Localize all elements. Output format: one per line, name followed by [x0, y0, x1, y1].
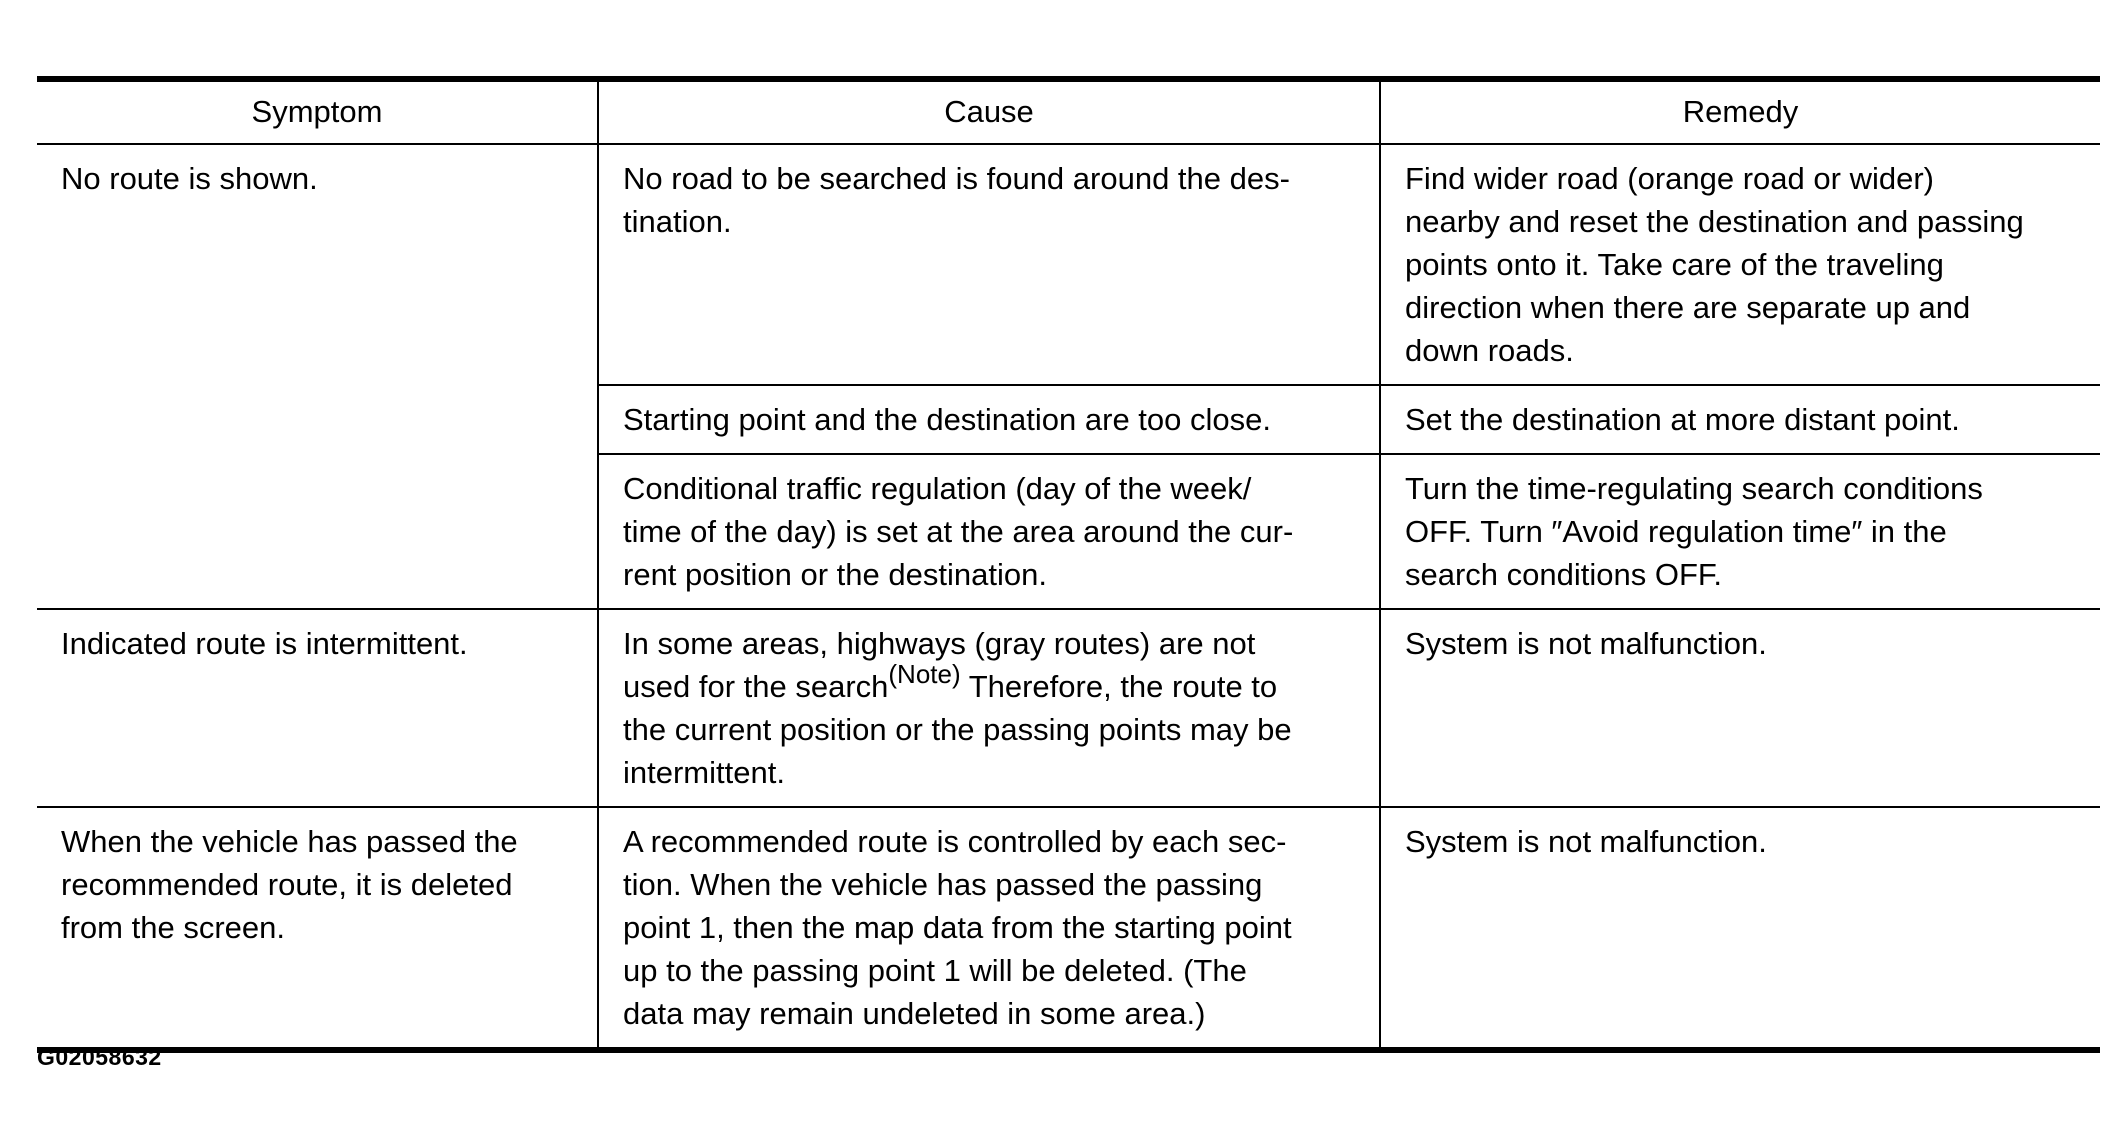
figure-id: G02058632	[37, 1044, 162, 1070]
remedy-cell	[1380, 385, 2100, 454]
cause-text: time of the day) is set at the area around the cur-	[623, 514, 1294, 549]
cause-text: No road to be searched is found around the des-	[623, 161, 1290, 196]
symptom-text: recommended route, it is deleted	[61, 867, 513, 902]
remedy-text: direction when there are separate up and	[1405, 290, 1971, 325]
symptom-text: Indicated route is intermittent.	[61, 626, 468, 661]
cause-cell	[598, 454, 1380, 609]
cause-text: A recommended route is controlled by each sec-	[623, 824, 1287, 859]
cause-text: the current position or the passing points may be	[623, 712, 1292, 747]
table-row	[37, 144, 2100, 385]
cause-cell	[598, 385, 1380, 454]
cause-text: In some areas, highways (gray routes) are not	[623, 626, 1256, 661]
symptom-cell	[37, 144, 598, 609]
symptom-cell	[37, 609, 598, 807]
remedy-text: down roads.	[1405, 333, 1574, 368]
cause-cell	[598, 807, 1380, 1050]
remedy-cell	[1380, 807, 2100, 1050]
header-cause: Cause	[598, 79, 1380, 144]
cause-text: up to the passing point 1 will be deleted. (The	[623, 953, 1247, 988]
table-row	[37, 609, 2100, 807]
remedy-text: OFF. Turn ″Avoid regulation time″ in the	[1405, 514, 1947, 549]
cause-text: tion. When the vehicle has passed the passing	[623, 867, 1263, 902]
remedy-cell	[1380, 454, 2100, 609]
remedy-text: System is not malfunction.	[1405, 626, 1767, 661]
cause-text: Conditional traffic regulation (day of the week/	[623, 471, 1252, 506]
symptom-text: No route is shown.	[61, 161, 318, 196]
remedy-text: System is not malfunction.	[1405, 824, 1767, 859]
cause-text: tination.	[623, 204, 732, 239]
cause-text: used for the search	[623, 669, 889, 704]
remedy-text: Find wider road (orange road or wider)	[1405, 161, 1934, 196]
remedy-text: points onto it. Take care of the traveling	[1405, 247, 1944, 282]
remedy-cell	[1380, 609, 2100, 807]
symptom-text: from the screen.	[61, 910, 285, 945]
remedy-cell	[1380, 144, 2100, 385]
troubleshooting-table-container	[37, 76, 2100, 1053]
symptom-cell	[37, 807, 598, 1050]
cause-text-with-note	[623, 659, 1363, 708]
cause-text: point 1, then the map data from the starting point	[623, 910, 1292, 945]
remedy-text: Set the destination at more distant point.	[1405, 402, 1960, 437]
header-row	[37, 79, 2100, 144]
remedy-text: nearby and reset the destination and passing	[1405, 204, 2024, 239]
remedy-text: Turn the time-regulating search conditions	[1405, 471, 1983, 506]
cause-text: rent position or the destination.	[623, 557, 1047, 592]
troubleshooting-table	[37, 76, 2100, 1053]
remedy-text: search conditions OFF.	[1405, 557, 1723, 592]
cause-cell	[598, 609, 1380, 807]
symptom-text: When the vehicle has passed the	[61, 824, 518, 859]
table-row	[37, 807, 2100, 1050]
cause-text: Starting point and the destination are too close.	[623, 402, 1271, 437]
cause-text: data may remain undeleted in some area.)	[623, 996, 1206, 1031]
note-reference: (Note)	[888, 659, 961, 689]
cause-cell	[598, 144, 1380, 385]
cause-text: Therefore, the route to	[960, 669, 1278, 704]
cause-text: intermittent.	[623, 755, 785, 790]
header-remedy: Remedy	[1380, 79, 2100, 144]
header-symptom: Symptom	[37, 79, 598, 144]
